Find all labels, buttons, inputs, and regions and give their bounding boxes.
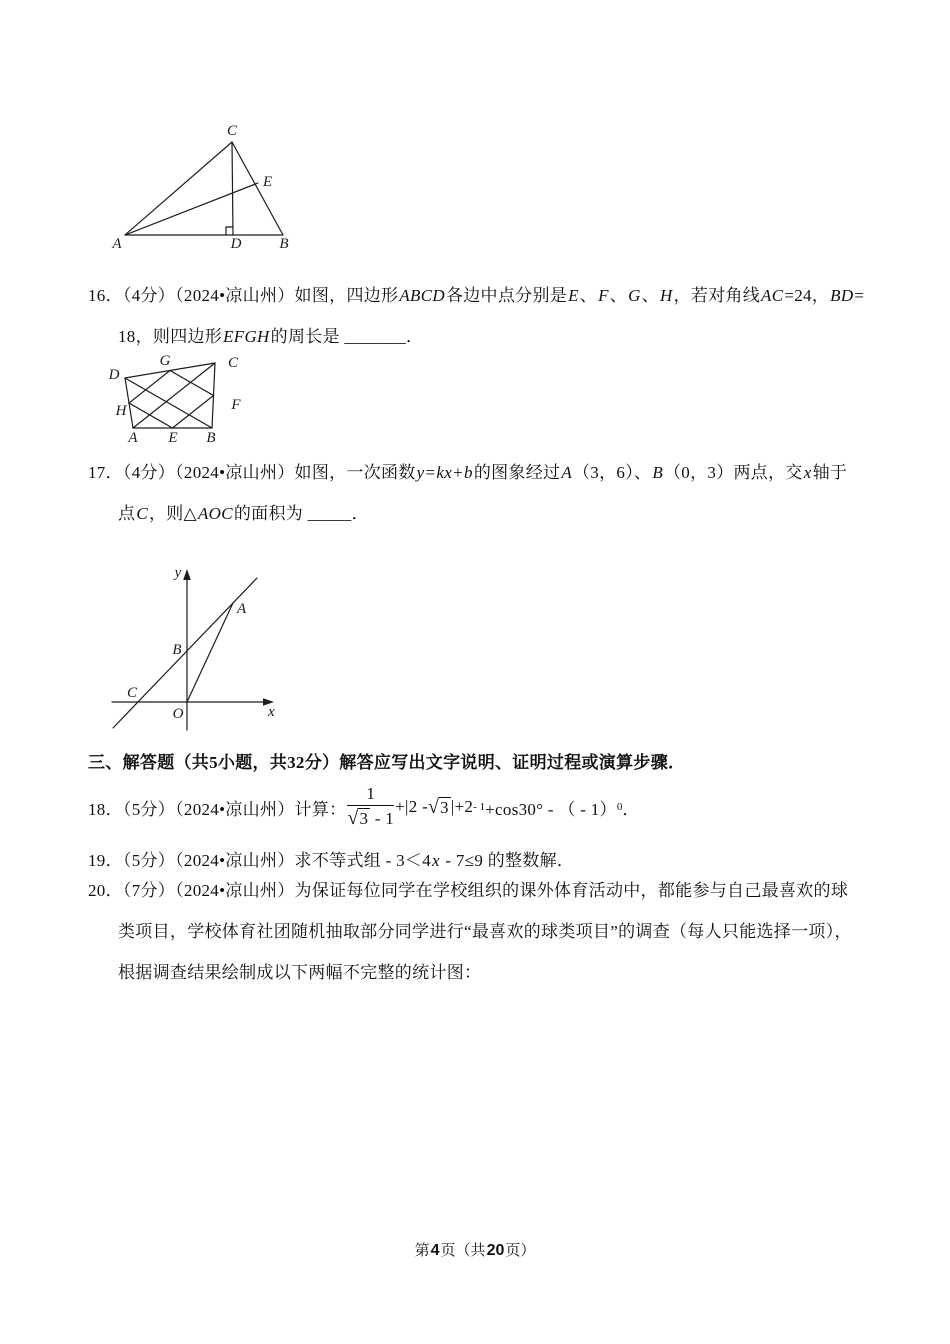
radical-sign: √ [347,807,359,829]
line-through-c-b-a [113,578,257,728]
question-20-line-3: 根据调查结果绘制成以下两幅不完整的统计图： [118,963,482,982]
y-axis-arrow [183,569,191,580]
question-20-line-1: 20．（7分）（2024•凉山州）为保证每位同学在学校组织的课外体育活动中，都能参与自己最喜欢的球 [88,881,849,900]
graph-label-y: y [174,565,182,581]
graph-label-b: B [172,642,182,658]
question-17-line-2: 点C，则△AOC的面积为 _____． [118,504,369,523]
quadrilateral-lines [125,363,215,428]
graph-label-o: O [172,706,184,722]
exponent-zero: 0 [616,801,623,813]
quad-label-g: G [159,353,171,369]
radical-sign-2: √ [428,795,440,818]
question-19-line-1: 19．（5分）（2024•凉山州）求不等式组 - 3＜4x - 7≤9 的整数解． [88,851,575,870]
radicand-2: 3 [440,797,449,817]
question-16-line-1: 16．（4分）（2024•凉山州）如图，四边形ABCD各边中点分别是E、F、G、H，若对角线AC=24，BD= [88,286,865,305]
question-20 [88,870,852,993]
page-number-footer: 第4页（共20页） [414,1242,536,1259]
fraction [347,784,394,830]
question-17-line-1: 17．（4分）（2024•凉山州）如图，一次函数y=kx+b的图象经过A（3，6）、B（0，3）两点，交x轴于 [88,463,848,482]
graph-label-c: C [126,685,138,701]
figure-coordinate-graph [100,558,285,743]
quad-label-f: F [231,397,241,413]
graph-label-a: A [237,601,247,617]
figure-quadrilateral [95,353,245,445]
axis-arrowheads [183,569,274,706]
question-16 [88,275,864,357]
section-3-header [88,742,685,783]
section-3-header-text: 三、解答题（共5小题，共32分）解答应写出文字说明、证明过程或演算步骤． [88,753,686,772]
fraction-denominator [347,806,394,830]
figure-triangle [105,118,305,258]
triangle-label-d: D [230,236,242,252]
radicand: 3 [359,809,369,828]
question-18-mid-3: +cos30° - （ - 1） [485,799,617,819]
triangle-label-b: B [279,236,289,252]
fraction-numerator: 1 [347,784,394,806]
quad-label-c: C [227,355,239,371]
right-angle-mark [226,227,233,235]
triangle-label-c: C [226,123,238,139]
question-18-mid-1: +|2 - [395,797,429,816]
exponent-neg-1: - 1 [473,801,486,813]
graph-label-x: x [268,704,275,720]
quad-label-h: H [115,403,127,419]
quad-label-b: B [206,430,216,445]
triangle-label-a: A [112,236,122,252]
triangle-label-e: E [263,174,273,190]
quad-label-e: E [168,430,178,445]
question-18-mid-2: |+2 [450,797,474,816]
segment-o-a [187,603,233,702]
question-16-line-2: 18，则四边形EFGH的周长是 _______． [118,327,424,346]
question-17 [88,452,847,534]
question-20-line-2: 类项目，学校体育社团随机抽取部分同学进行“最喜欢的球类项目”的调查（每人只能选择一项）， [118,922,852,941]
question-18-period: ． [622,799,640,819]
triangle-lines [125,142,283,235]
graph-lines [112,576,268,730]
denominator-rest: - 1 [370,809,395,828]
question-18 [88,778,640,836]
quad-label-a: A [128,430,138,445]
question-18-prefix: 18．（5分）（2024•凉山州）计算： [88,799,347,819]
quad-label-d: D [108,367,120,383]
